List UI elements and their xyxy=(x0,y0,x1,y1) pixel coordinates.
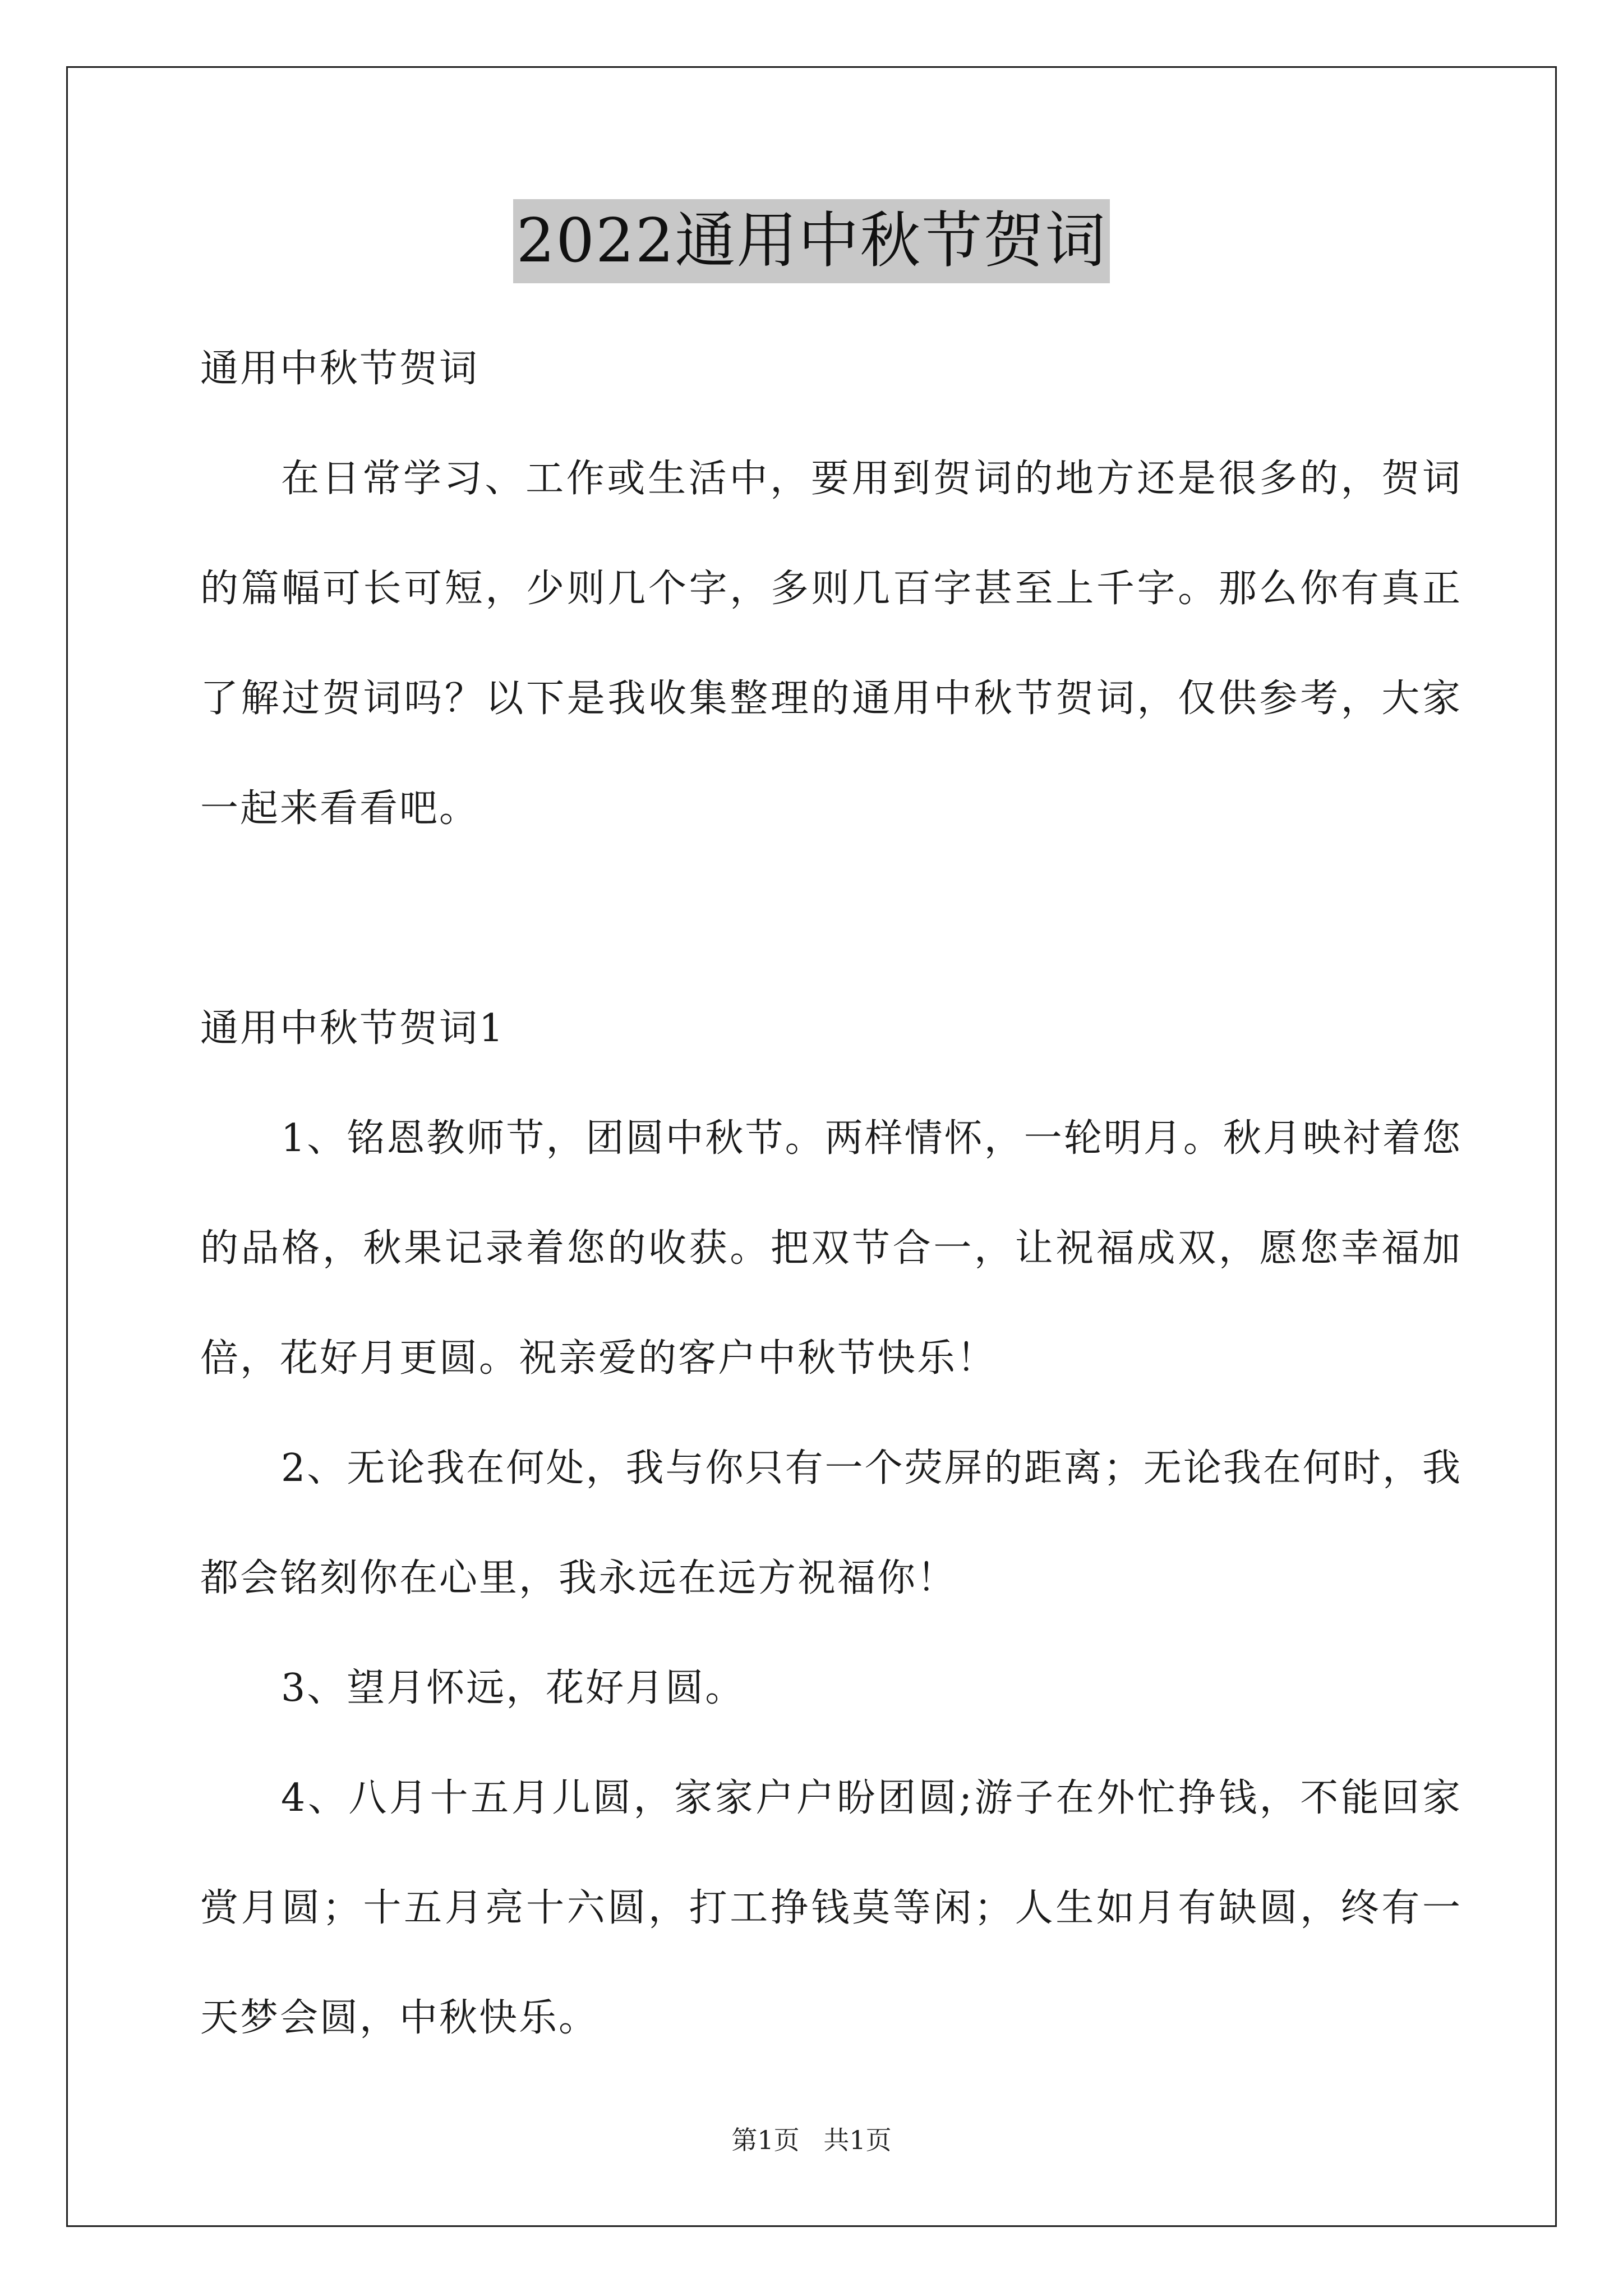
document-body xyxy=(200,314,1462,2073)
document-subtitle: 通用中秋节贺词 xyxy=(200,347,479,391)
greeting-item-4: 4、八月十五月儿圆，家家户户盼团圆;游子在外忙挣钱，不能回家赏月圆；十五月亮十六圆，打工挣钱莫等闲；人生如月有缺圆，终有一天梦会圆，中秋快乐。 xyxy=(200,1776,1462,2040)
greeting-item-2: 2、无论我在何处，我与你只有一个荧屏的距离；无论我在何时，我都会铭刻你在心里，我永远在远方祝福你！ xyxy=(200,1446,1462,1600)
title-container xyxy=(0,199,1623,283)
page-number: 第1页 xyxy=(731,2125,800,2155)
document-title: 2022通用中秋节贺词 xyxy=(513,199,1110,283)
greeting-item-3: 3、望月怀远，花好月圆。 xyxy=(281,1666,745,1710)
intro-paragraph: 在日常学习、工作或生活中，要用到贺词的地方还是很多的，贺词的篇幅可长可短，少则几个字，多则几百字甚至上千字。那么你有真正了解过贺词吗？以下是我收集整理的通用中秋节贺词，仅供参考，大家一起来看看吧。 xyxy=(200,457,1462,831)
page-footer xyxy=(0,2123,1623,2157)
greeting-item-1: 1、铭恩教师节，团圆中秋节。两样情怀，一轮明月。秋月映衬着您的品格，秋果记录着您的收获。把双节合一，让祝福成双，愿您幸福加倍，花好月更圆。祝亲爱的客户中秋节快乐！ xyxy=(200,1116,1462,1381)
section-heading: 通用中秋节贺词1 xyxy=(200,1006,505,1051)
section-spacer xyxy=(200,864,1462,974)
page-total: 共1页 xyxy=(823,2125,892,2155)
